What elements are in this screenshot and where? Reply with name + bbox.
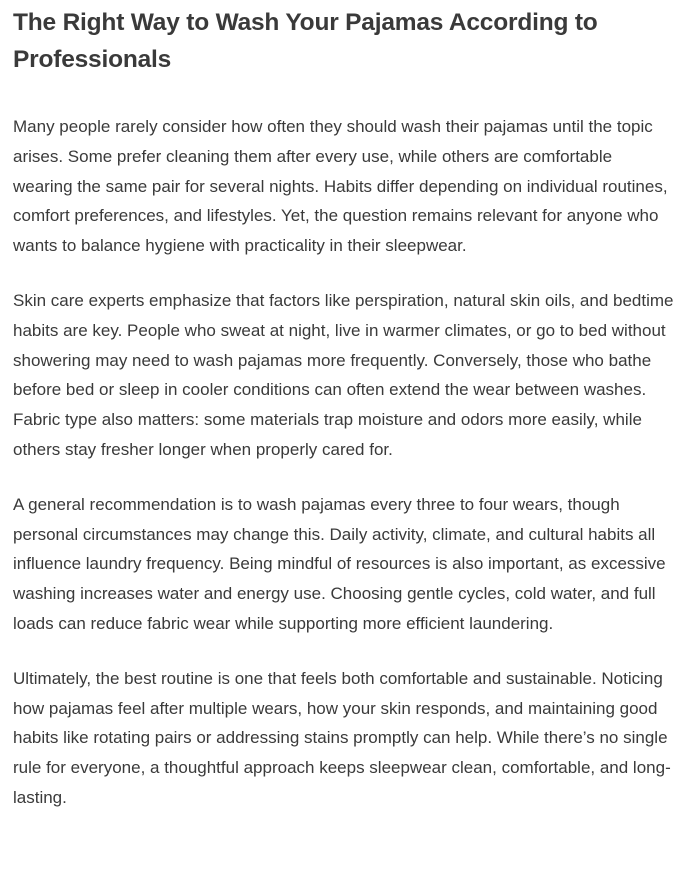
article-paragraph-4: Ultimately, the best routine is one that feels both comfortable and sustainable. Noticing how pajamas feel after multiple wears, how your skin responds, and maintaining good habits like rotating pairs or addressing stains promptly can help. While there’s no single rule for everyone, a thoughtful approach keeps sleepwear clean, comfortable, and long-lasting. bbox=[13, 668, 671, 807]
article-paragraph-3: A general recommendation is to wash pajamas every three to four wears, though personal circumstances may change this. Daily activity, climate, and cultural habits all influence laundry frequency. Being mindful of resources is also important, as excessive washing increases water and energy use. Choosing gentle cycles, cold water, and full loads can reduce fabric wear while supporting more efficient laundering. bbox=[13, 494, 666, 633]
article-paragraph-2: Skin care experts emphasize that factors like perspiration, natural skin oils, and bedtime habits are key. People who sweat at night, live in warmer climates, or go to bed without showering may need to wash pajamas more frequently. Conversely, those who bathe before bed or sleep in cooler conditions can often extend the wear between washes. Fabric type also matters: some materials trap moisture and odors more easily, while others stay fresher longer when properly cared for. bbox=[13, 290, 674, 459]
article-title: The Right Way to Wash Your Pajamas According to Professionals bbox=[13, 9, 598, 73]
article-paragraph-1: Many people rarely consider how often they should wash their pajamas until the topic arises. Some prefer cleaning them after every use, while others are comfortable wearing the same pair for several nights. Habits differ depending on individual routines, comfort preferences, and lifestyles. Yet, the question remains relevant for anyone who wants to balance hygiene with practicality in their sleepwear. bbox=[13, 117, 668, 256]
